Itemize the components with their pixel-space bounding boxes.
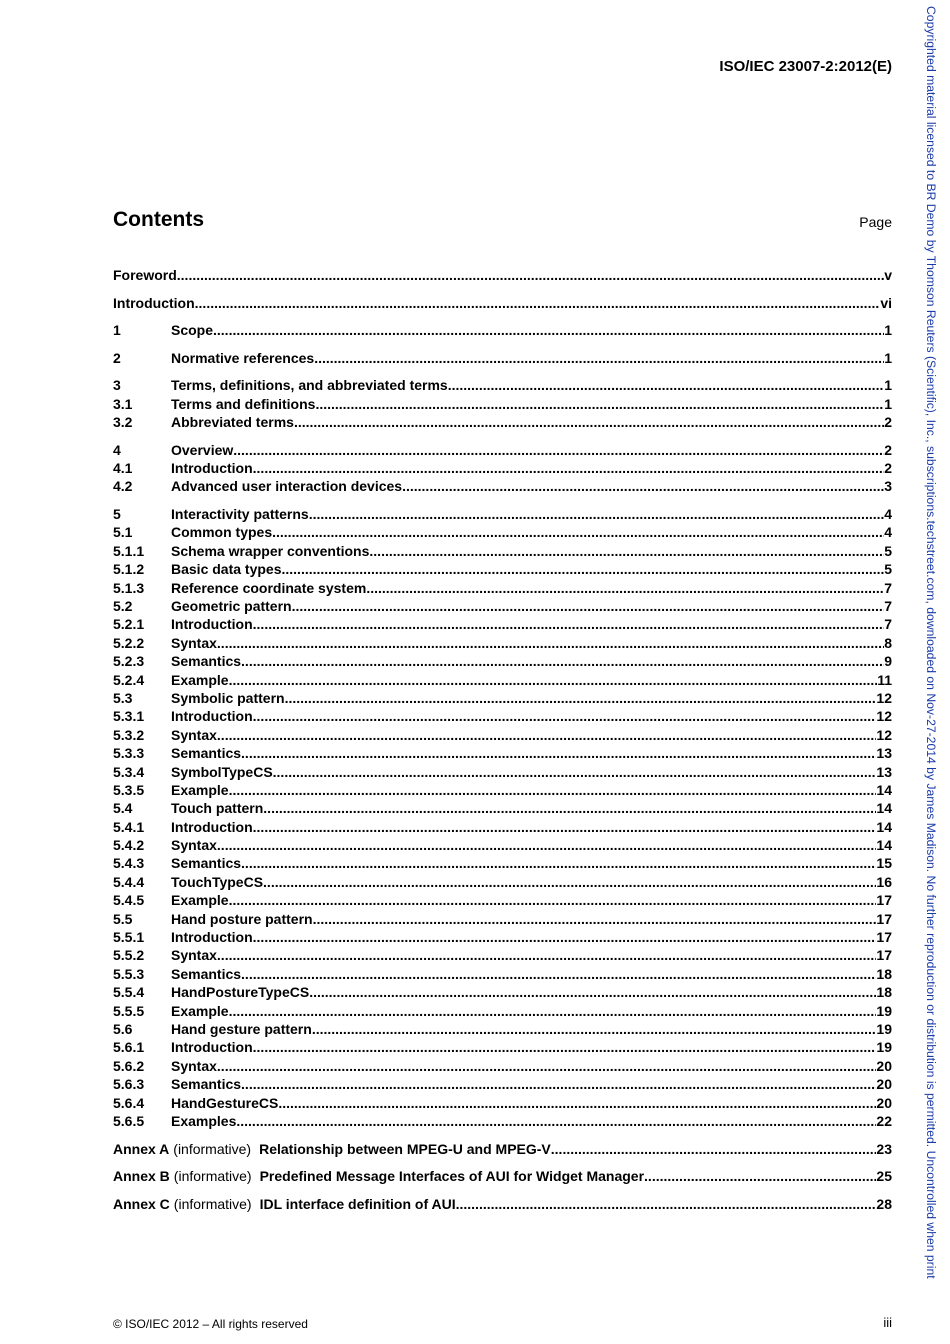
toc-entry-number: 5.2 <box>113 597 133 614</box>
toc-entry-page: 14 <box>876 800 892 817</box>
toc-entry-title: Introduction <box>171 616 253 633</box>
toc-entry-number: 5.3.3 <box>113 745 145 762</box>
annex-entries <box>113 1140 892 1214</box>
toc-entry-number: 4 <box>113 441 121 458</box>
toc-entry-number: 3.1 <box>113 395 133 412</box>
toc-entry-number: 5.2.2 <box>113 634 145 651</box>
dot-leader <box>217 634 884 652</box>
toc-entry[interactable] <box>113 854 892 872</box>
toc-entry-page: 12 <box>876 726 892 743</box>
annex-entry[interactable] <box>113 1195 892 1213</box>
annex-page: 23 <box>876 1140 892 1157</box>
dot-leader <box>253 707 877 725</box>
toc-entry-title: Semantics <box>171 855 242 872</box>
toc-entry-page: 17 <box>876 892 892 909</box>
toc-entry[interactable] <box>113 707 892 725</box>
toc-entry-title: Scope <box>171 322 214 339</box>
dot-leader <box>551 1140 877 1158</box>
toc-entry-page: 19 <box>876 1002 892 1019</box>
dot-leader <box>229 1002 877 1020</box>
annex-type: (informative) <box>173 1140 252 1157</box>
dot-leader <box>294 413 884 431</box>
toc-entry[interactable] <box>113 983 892 1001</box>
dot-leader <box>313 910 877 928</box>
toc-entry-title: Terms and definitions <box>171 395 316 412</box>
toc-entry-title: TouchTypeCS <box>171 873 264 890</box>
toc-entry-title: Interactivity patterns <box>171 506 309 523</box>
annex-entry[interactable] <box>113 1167 892 1185</box>
toc-entry-title: Introduction <box>113 294 195 311</box>
toc-entry-title: SymbolTypeCS <box>171 763 273 780</box>
annex-label: Annex A <box>113 1140 170 1157</box>
toc-entry[interactable] <box>113 634 892 652</box>
annex-entry[interactable] <box>113 1140 892 1158</box>
toc-entry-page: 2 <box>884 460 892 477</box>
toc-entry-title: Example <box>171 781 229 798</box>
toc-entry-page: 17 <box>876 929 892 946</box>
dot-leader <box>282 560 885 578</box>
toc-entry-page: 18 <box>876 965 892 982</box>
toc-entry[interactable] <box>113 597 892 615</box>
dot-leader <box>402 477 884 495</box>
annex-label: Annex B <box>113 1168 170 1185</box>
toc-entry[interactable] <box>113 652 892 670</box>
toc-entry-page: 5 <box>884 561 892 578</box>
dot-leader <box>236 1112 876 1130</box>
toc-entry-page: 11 <box>877 671 892 688</box>
toc-entry-title: Reference coordinate system <box>171 579 367 596</box>
toc-entry[interactable] <box>113 910 892 928</box>
toc-entry-title: Advanced user interaction devices <box>171 478 403 495</box>
toc-entry-page: 22 <box>876 1112 892 1129</box>
toc-entry-number: 5.4.2 <box>113 837 145 854</box>
annex-title: Predefined Message Interfaces of AUI for Widget Manager <box>259 1168 645 1185</box>
toc-entry-title: Syntax <box>171 837 217 854</box>
toc-entry-title: Example <box>171 1002 229 1019</box>
toc-entry-title: Syntax <box>171 947 217 964</box>
toc-entry-number: 5.6.1 <box>113 1039 145 1056</box>
toc-entry-title: Introduction <box>171 818 253 835</box>
toc-entry-number: 5.2.1 <box>113 616 145 633</box>
toc-entry[interactable] <box>113 799 892 817</box>
toc-entry[interactable] <box>113 1112 892 1130</box>
toc-entry[interactable] <box>113 477 892 495</box>
toc-entry-number: 5.3.1 <box>113 708 145 725</box>
dot-leader <box>177 266 884 284</box>
toc-entry[interactable] <box>113 395 892 413</box>
toc-entry[interactable] <box>113 965 892 983</box>
toc-entry-page: 1 <box>884 349 892 366</box>
toc-entry-page: 7 <box>884 616 892 633</box>
toc-entry-title: Basic data types <box>171 561 282 578</box>
toc-entry[interactable] <box>113 542 892 560</box>
toc-entry[interactable] <box>113 505 892 523</box>
toc-entry-number: 5.6 <box>113 1020 133 1037</box>
dot-leader <box>315 395 884 413</box>
toc-entry-number: 5.1.2 <box>113 561 145 578</box>
dot-leader <box>217 1057 877 1075</box>
toc-entry[interactable] <box>113 441 892 459</box>
toc-entry-title: Geometric pattern <box>171 597 292 614</box>
toc-entry[interactable] <box>113 873 892 891</box>
toc-entry-number: 5.5.3 <box>113 965 145 982</box>
toc-entry-title: Semantics <box>171 745 242 762</box>
dot-leader <box>309 983 876 1001</box>
dot-leader <box>312 1020 877 1038</box>
dot-leader <box>369 542 884 560</box>
toc-entry-page: 4 <box>884 506 892 523</box>
toc-entry-number: 5.3 <box>113 689 133 706</box>
toc-entry-title: Example <box>171 671 229 688</box>
toc-entry-number: 5.5.4 <box>113 984 145 1001</box>
toc-entry-title: Normative references <box>171 349 315 366</box>
dot-leader <box>314 349 884 367</box>
toc-entry-page: 3 <box>884 478 892 495</box>
toc-entry-page: 13 <box>876 763 892 780</box>
dot-leader <box>229 891 877 909</box>
toc-entry[interactable] <box>113 560 892 578</box>
toc-entry-number: 5.6.4 <box>113 1094 145 1111</box>
toc-entry[interactable] <box>113 1002 892 1020</box>
toc-entry[interactable] <box>113 1038 892 1056</box>
dot-leader <box>241 1075 876 1093</box>
dot-leader <box>241 652 884 670</box>
toc-entry[interactable] <box>113 689 892 707</box>
toc-entry-title: Examples <box>171 1112 237 1129</box>
toc-entry-page: 14 <box>876 781 892 798</box>
toc-entry-title: Common types <box>171 524 273 541</box>
toc-entry-title: Introduction <box>171 1039 253 1056</box>
dot-leader <box>195 294 881 312</box>
toc-entry[interactable] <box>113 1057 892 1075</box>
dot-leader <box>456 1195 877 1213</box>
toc-entry[interactable] <box>113 763 892 781</box>
dot-leader <box>644 1167 876 1185</box>
toc-entry-number: 3.2 <box>113 414 133 431</box>
toc-entry-page: 12 <box>876 708 892 725</box>
toc-entry[interactable] <box>113 1094 892 1112</box>
dot-leader <box>285 689 877 707</box>
dot-leader <box>448 376 885 394</box>
toc-entry-title: Syntax <box>171 726 217 743</box>
toc-entry[interactable] <box>113 836 892 854</box>
toc-entry-page: 18 <box>876 984 892 1001</box>
toc-entry-title: Semantics <box>171 965 242 982</box>
dot-leader <box>366 579 884 597</box>
toc-entry-page: 5 <box>884 542 892 559</box>
annex-page: 25 <box>876 1168 892 1185</box>
toc-entry-page: 14 <box>876 818 892 835</box>
dot-leader <box>253 615 885 633</box>
toc-entry-number: 5.1 <box>113 524 133 541</box>
toc-entry-number: 5.5.2 <box>113 947 145 964</box>
annex-title: Relationship between MPEG-U and MPEG-V <box>259 1140 551 1157</box>
toc-entry[interactable] <box>113 615 892 633</box>
copyright-notice: © ISO/IEC 2012 – All rights reserved <box>113 1317 308 1331</box>
toc-entry-page: 19 <box>876 1020 892 1037</box>
dot-leader <box>217 836 877 854</box>
toc-entry-title: Hand gesture pattern <box>171 1020 312 1037</box>
toc-entry-title: Introduction <box>171 460 253 477</box>
toc-entry-number: 5.5.1 <box>113 929 145 946</box>
toc-entry-title: Example <box>171 892 229 909</box>
toc-entry-page: 16 <box>876 873 892 890</box>
document-id: ISO/IEC 23007-2:2012(E) <box>719 58 892 75</box>
dot-leader <box>272 523 884 541</box>
toc-entry-number: 5.6.2 <box>113 1057 145 1074</box>
dot-leader <box>217 946 877 964</box>
toc-entry-number: 5.2.4 <box>113 671 145 688</box>
dot-leader <box>213 321 884 339</box>
dot-leader <box>229 671 878 689</box>
dot-leader <box>253 928 877 946</box>
dot-leader <box>309 505 884 523</box>
toc-entry-title: Terms, definitions, and abbreviated terms <box>171 377 448 394</box>
toc-entry-title: HandGestureCS <box>171 1094 279 1111</box>
toc-entry-number: 5.6.3 <box>113 1076 145 1093</box>
dot-leader <box>241 744 876 762</box>
toc-entry[interactable] <box>113 891 892 909</box>
toc-entry-number: 5.5.5 <box>113 1002 145 1019</box>
toc-entry-title: HandPostureTypeCS <box>171 984 310 1001</box>
toc-entry-title: Touch pattern <box>171 800 264 817</box>
toc-entry-page: vi <box>880 294 892 311</box>
toc-entry-number: 5.6.5 <box>113 1112 145 1129</box>
toc-entry-page: 12 <box>876 689 892 706</box>
page-title: Contents <box>113 208 204 231</box>
toc-entry[interactable] <box>113 321 892 339</box>
toc-entry-title: Syntax <box>171 1057 217 1074</box>
toc-entry-number: 5.4.4 <box>113 873 145 890</box>
toc-entry-page: 7 <box>884 579 892 596</box>
toc-entry[interactable] <box>113 744 892 762</box>
toc-entry-number: 3 <box>113 377 121 394</box>
toc-entry[interactable] <box>113 928 892 946</box>
dot-leader <box>292 597 885 615</box>
dot-leader <box>229 781 877 799</box>
annex-page: 28 <box>876 1195 892 1212</box>
toc-entry-number: 5 <box>113 506 121 523</box>
toc-entry-title: Syntax <box>171 634 217 651</box>
toc-entry-title: Semantics <box>171 653 242 670</box>
toc-entry-page: 20 <box>876 1057 892 1074</box>
toc-entry[interactable] <box>113 579 892 597</box>
toc-entry-number: 4.1 <box>113 460 133 477</box>
toc-entry-number: 5.4.3 <box>113 855 145 872</box>
toc-entry-page: 1 <box>884 322 892 339</box>
dot-leader <box>263 873 876 891</box>
dot-leader <box>253 459 885 477</box>
toc-entry-number: 5.5 <box>113 910 133 927</box>
toc-entry-number: 1 <box>113 322 121 339</box>
toc-entry-title: Abbreviated terms <box>171 414 294 431</box>
toc-entry-title: Introduction <box>171 708 253 725</box>
toc-entry-number: 4.2 <box>113 478 133 495</box>
toc-entry[interactable] <box>113 459 892 477</box>
toc-entry-number: 5.3.5 <box>113 781 145 798</box>
toc-entry-number: 5.1.1 <box>113 542 145 559</box>
toc-entry-page: 8 <box>884 634 892 651</box>
toc-entry-number: 5.3.2 <box>113 726 145 743</box>
toc-entry-page: 15 <box>876 855 892 872</box>
toc-entry[interactable] <box>113 726 892 744</box>
toc-entry[interactable] <box>113 523 892 541</box>
toc-entry-title: Foreword <box>113 267 177 283</box>
toc-entry-page: 20 <box>876 1076 892 1093</box>
page-number: iii <box>883 1315 892 1330</box>
toc-entry-page: 1 <box>884 377 892 394</box>
license-watermark: Copyrighted material licensed to BR Demo by Thomson Reuters (Scientific), Inc., subscriptions.techstreet.com, downloaded on Nov-27-2014 by James Madison. No further reproduction or distribution is permitted. Uncontrolled when print <box>924 6 938 1279</box>
toc-entry-title: Introduction <box>171 929 253 946</box>
toc-entry-page: 2 <box>884 414 892 431</box>
annex-title: IDL interface definition of AUI <box>259 1195 456 1212</box>
toc-entry-number: 5.3.4 <box>113 763 145 780</box>
toc-entry-number: 5.2.3 <box>113 653 145 670</box>
toc-entry-page: 7 <box>884 597 892 614</box>
toc-entry-page: 19 <box>876 1039 892 1056</box>
dot-leader <box>253 818 877 836</box>
toc-entry[interactable] <box>113 266 892 284</box>
toc-entry-page: 14 <box>876 837 892 854</box>
table-of-contents <box>113 266 892 1213</box>
dot-leader <box>263 799 876 817</box>
toc-entry[interactable] <box>113 1020 892 1038</box>
toc-entry-page: 4 <box>884 524 892 541</box>
toc-entry-number: 5.4.5 <box>113 892 145 909</box>
dot-leader <box>278 1094 876 1112</box>
toc-entry[interactable] <box>113 349 892 367</box>
dot-leader <box>241 965 876 983</box>
toc-entry-page: 17 <box>876 947 892 964</box>
toc-entry-title: Semantics <box>171 1076 242 1093</box>
toc-entry[interactable] <box>113 671 892 689</box>
toc-entry-page: 2 <box>884 441 892 458</box>
annex-type: (informative) <box>173 1168 252 1185</box>
toc-entry-title: Schema wrapper conventions <box>171 542 370 559</box>
toc-entry[interactable] <box>113 946 892 964</box>
dot-leader <box>233 441 884 459</box>
toc-entry-number: 2 <box>113 349 121 366</box>
dot-leader <box>273 763 877 781</box>
dot-leader <box>253 1038 877 1056</box>
toc-entry-page: 13 <box>876 745 892 762</box>
page-column-label: Page <box>859 214 892 230</box>
toc-entry[interactable] <box>113 781 892 799</box>
toc-entry-number: 5.4.1 <box>113 818 145 835</box>
toc-entry-page: 9 <box>884 653 892 670</box>
annex-label: Annex C <box>113 1195 170 1212</box>
toc-entry[interactable] <box>113 376 892 394</box>
annex-type: (informative) <box>173 1195 252 1212</box>
toc-entries <box>113 266 892 1130</box>
toc-entry-page: 1 <box>884 395 892 412</box>
toc-entry-number: 5.1.3 <box>113 579 145 596</box>
toc-entry-page: 20 <box>876 1094 892 1111</box>
toc-entry-page: v <box>884 267 892 283</box>
toc-entry-page: 17 <box>876 910 892 927</box>
toc-entry[interactable] <box>113 294 892 312</box>
toc-entry[interactable] <box>113 818 892 836</box>
toc-entry-title: Overview <box>171 441 234 458</box>
toc-entry[interactable] <box>113 413 892 431</box>
dot-leader <box>241 854 876 872</box>
toc-entry-title: Symbolic pattern <box>171 689 285 706</box>
toc-entry-number: 5.4 <box>113 800 133 817</box>
dot-leader <box>217 726 877 744</box>
toc-entry-title: Hand posture pattern <box>171 910 313 927</box>
toc-entry[interactable] <box>113 1075 892 1093</box>
